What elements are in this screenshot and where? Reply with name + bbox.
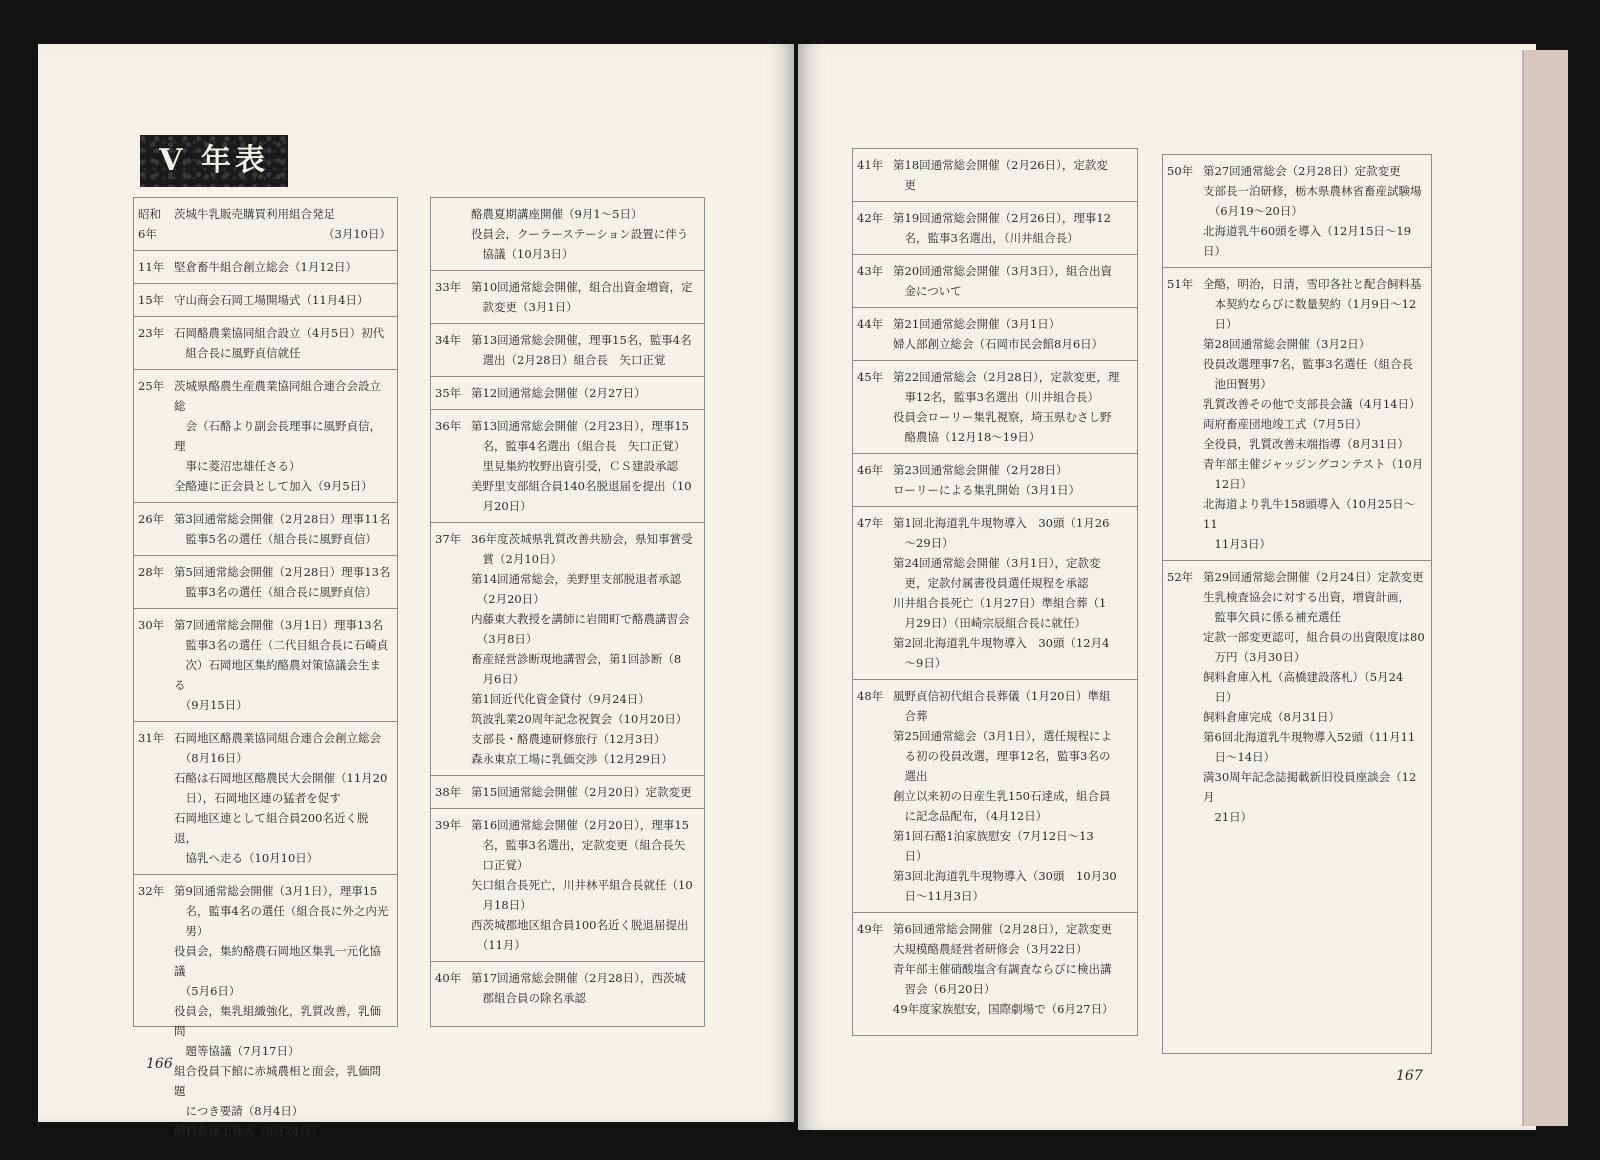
entry-line: 役員会，集乳組織強化，乳質改善，乳価問 <box>174 1004 381 1038</box>
entry-year: 33年 <box>435 280 462 294</box>
timeline-entry <box>134 198 397 251</box>
entry-year: 43年 <box>857 264 884 278</box>
entry-year: 40年 <box>435 971 462 985</box>
entry-line: 名，監事3名選出，定款変更（組合長矢 <box>471 838 686 852</box>
entry-line: 森永東京工場に乳価交渉（12月29日） <box>471 752 673 766</box>
entry-line: 第6回通常総会開催（2月28日），定款変更 <box>893 922 1113 936</box>
timeline-entry <box>853 680 1137 913</box>
entry-line: 郡組合員の除名承認 <box>471 991 586 1005</box>
entry-line: 49年度家族慰安，国際劇場で（6月27日） <box>893 1002 1114 1016</box>
timeline-entry <box>134 875 397 1147</box>
entry-line: 監事5名の選任（組合長に風野貞信） <box>174 532 377 546</box>
entry-year: 49年 <box>857 922 884 936</box>
entry-year: 34年 <box>435 333 462 347</box>
entry-line: 組合長に風野貞信就任 <box>174 346 301 360</box>
entry-line: 日〜11月3日） <box>893 889 984 903</box>
entry-line: （6月19〜20日） <box>1203 204 1303 218</box>
entry-line: 監事3名の選任（組合長に風野貞信） <box>174 585 377 599</box>
entry-line: 11月3日） <box>1203 537 1271 551</box>
entry-line: 協乳へ走る（10月10日） <box>174 851 319 865</box>
entry-line: 第1回北海道乳牛現物導入 30頭（1月26 <box>893 516 1110 530</box>
entry-year: 44年 <box>857 317 884 331</box>
timeline-entry <box>1163 268 1431 561</box>
entry-year: 50年 <box>1167 164 1194 178</box>
entry-line: 第15回通常総会開催（2月20日）定款変更 <box>471 785 692 799</box>
entry-line: 21日） <box>1203 810 1253 824</box>
entry-line: 第22回通常総会（2月28日），定款変更，理 <box>893 370 1120 384</box>
entry-line: 茨城県酪農生産農業協同組合連合会設立総 <box>174 379 381 413</box>
timeline-entry <box>134 722 397 875</box>
entry-line: 全酪，明治，日清，雪印各社と配合飼料基 <box>1203 277 1422 291</box>
entry-line: 第29回通常総会開催（2月24日）定款変更 <box>1203 570 1424 584</box>
entry-line: 第9回通常総会開催（3月1日），理事15 <box>174 884 378 898</box>
entry-line: 口正覚） <box>471 858 529 872</box>
entry-line: につき要請（8月4日） <box>174 1104 304 1118</box>
entry-year <box>435 204 471 264</box>
entry-line: 生乳検査協会に対する出資，増資計画， <box>1203 590 1410 604</box>
entry-line: 第21回通常総会開催（3月1日） <box>893 317 1061 331</box>
entry-line: 青年部主催ジャッジングコンテスト（10月 <box>1203 457 1424 471</box>
entry-line: 月18日） <box>471 898 532 912</box>
entry-line: （5月6日） <box>174 984 241 998</box>
entry-year: 30年 <box>138 618 165 632</box>
entry-line: 堅倉畜牛組合創立総会（1月12日） <box>174 260 357 274</box>
page-number-left: 166 <box>146 1056 173 1072</box>
entry-line: 里見集約牧野出資引受，ＣＳ建設承認 <box>471 459 678 473</box>
entry-year: 35年 <box>435 386 462 400</box>
entry-line: 賞（2月10日） <box>471 552 562 566</box>
entry-line: 両府畜産団地竣工式（7月5日） <box>1203 417 1368 431</box>
timeline-entry <box>853 913 1137 1025</box>
entry-line: 習会（6月20日） <box>893 982 996 996</box>
entry-line: 合葬 <box>893 709 928 723</box>
entry-line: 全役員，乳質改善末端指導（8月31日） <box>1203 437 1409 451</box>
entry-line: 款変更（3月1日） <box>471 300 578 314</box>
entry-line: 月29日）（田崎宗辰組合長に就任） <box>893 616 1086 630</box>
entry-line: 協議（10月3日） <box>471 247 574 261</box>
timeline-entry <box>853 202 1137 255</box>
entry-year: 37年 <box>435 532 462 546</box>
timeline-entry <box>431 410 704 523</box>
entry-line: 監事欠員に係る補充選任 <box>1203 610 1341 624</box>
entry-line: 風野貞信初代組合長葬儀（1月20日）準組 <box>893 689 1111 703</box>
entry-line: 満30周年記念誌掲載新旧役員座談会（12月 <box>1203 770 1417 804</box>
entry-line: 畜産経営診断現地講習会，第1回診断（8 <box>471 652 682 666</box>
entry-line: 万円（3月30日） <box>1203 650 1306 664</box>
entry-line: 更 <box>893 178 916 192</box>
entry-line: 酪農夏期講座開催（9月1〜5日） <box>471 207 643 221</box>
entry-line: 青年部主催硝酸塩含有調査ならびに検出講 <box>893 962 1112 976</box>
entry-line: 月20日） <box>471 499 532 513</box>
entry-line: 第7回通常総会開催（3月1日）理事13名 <box>174 618 384 632</box>
entry-line: 選出 <box>893 769 928 783</box>
timeline-entry <box>134 503 397 556</box>
entry-line: 次）石岡地区集約酪農対策協議会生まる <box>174 658 381 692</box>
entry-line: 西茨城郡地区組合員100名近く脱退届提出 <box>471 918 689 932</box>
entry-line: 美野里支部組合員140名脱退届を提出（10 <box>471 479 692 493</box>
entry-year: 51年 <box>1167 277 1194 291</box>
entry-line: 月6日） <box>471 672 525 686</box>
entry-line: 飼料倉庫入札（高橋建設落札）（5月24 <box>1203 670 1404 684</box>
timeline-entry <box>1163 155 1431 268</box>
entry-line: 第3回北海道乳牛現物導入（30頭 10月30 <box>893 869 1117 883</box>
entry-line: 石岡酪農業協同組合設立（4月5日）初代 <box>174 326 385 340</box>
entry-line: 事に菱沼忠雄任さる） <box>174 459 301 473</box>
entry-line: 役員会，集約酪農石岡地区集乳一元化協議 <box>174 944 381 978</box>
entry-line: 題等協議（7月17日） <box>174 1044 300 1058</box>
right-column-2 <box>1162 154 1432 1054</box>
entry-line: （3月8日） <box>471 632 538 646</box>
entry-line: 守山商会石岡工場開場式（11月4日） <box>174 293 369 307</box>
entry-line: 定款一部変更認可，組合員の出資限度は80 <box>1203 630 1425 644</box>
entry-line: 酪農協（12月18〜19日） <box>893 430 1041 444</box>
entry-year: 31年 <box>138 731 165 745</box>
entry-line: 第28回通常総会開催（3月2日） <box>1203 337 1371 351</box>
entry-year: 28年 <box>138 565 165 579</box>
timeline-entry <box>853 507 1137 680</box>
timeline-entry <box>853 149 1137 202</box>
timeline-entry <box>134 317 397 370</box>
entry-year: 36年 <box>435 419 462 433</box>
entry-line: 〜29日） <box>893 536 954 550</box>
entry-line: 金について <box>893 284 962 298</box>
timeline-entry <box>853 454 1137 507</box>
entry-line: 内藤東大教授を講師に岩間町で酪農講習会 <box>471 612 690 626</box>
entry-line: 創立以来初の日産生乳150石達成，組合員 <box>893 789 1111 803</box>
entry-line: 第20回通常総会開催（3月3日），組合出資 <box>893 264 1113 278</box>
right-column-1 <box>852 148 1138 1036</box>
timeline-entry <box>134 284 397 317</box>
entry-line: 矢口組合長死亡，川井林平組合長就任（10 <box>471 878 693 892</box>
entry-line: 更，定款付属書役員選任規程を承認 <box>893 576 1089 590</box>
entry-line: 36年度茨城県乳質改善共励会，県知事賞受 <box>471 532 693 546</box>
entry-line: 事12名，監事3名選出（川井組合長） <box>893 390 1099 404</box>
entry-year: 46年 <box>857 463 884 477</box>
timeline-entry <box>134 556 397 609</box>
entry-line: 大規模酪農経営者研修会（3月22日） <box>893 942 1088 956</box>
entry-line: 〜9日） <box>893 656 947 670</box>
timeline-entry <box>431 198 704 271</box>
entry-year: 15年 <box>138 293 165 307</box>
entry-line: 石岡地区連として組合員200名近く脱退， <box>174 811 369 845</box>
entry-line: 第10回通常総会開催，組合出資金増資，定 <box>471 280 693 294</box>
entry-line: 第6回北海道乳牛現物導入52頭（11月11 <box>1203 730 1416 744</box>
entry-line: 第2回北海道乳牛現物導入 30頭（12月4 <box>893 636 1110 650</box>
entry-line: 第1回石酪1泊家族慰安（7月12日〜13 <box>893 829 1094 843</box>
entry-year: 26年 <box>138 512 165 526</box>
entry-year: 23年 <box>138 326 165 340</box>
entry-year: 48年 <box>857 689 884 703</box>
entry-line: 役員改選理事7名，監事3名選任（組合長 <box>1203 357 1414 371</box>
entry-line: 飼料倉庫完成（8月31日） <box>1203 710 1340 724</box>
entry-year: 39年 <box>435 818 462 832</box>
entry-year: 昭和 6年 <box>138 207 161 241</box>
entry-year: 45年 <box>857 370 884 384</box>
entry-line: 第12回通常総会開催（2月27日） <box>471 386 646 400</box>
entry-line: 第27回通常総会（2月28日）定款変更 <box>1203 164 1401 178</box>
entry-line: 乳質改善その他で支部長会議（4月14日） <box>1203 397 1421 411</box>
entry-line: 本契約ならびに数量契約（1月9日〜12 <box>1203 297 1417 311</box>
entry-line: 茨城牛乳販売購買利用組合発足 <box>174 207 335 221</box>
entry-year: 25年 <box>138 379 165 393</box>
entry-line: 第19回通常総会開催（2月26日），理事12 <box>893 211 1111 225</box>
timeline-entry <box>134 251 397 284</box>
entry-line: 第3回通常総会開催（2月28日）理事11名 <box>174 512 391 526</box>
entry-date: （3月10日） <box>323 227 391 241</box>
entry-line: 第5回通常総会開催（2月28日）理事13名 <box>174 565 391 579</box>
entry-line: 名，監事3名選出，（川井組合長） <box>893 231 1079 245</box>
entry-line: （2月20日） <box>471 592 545 606</box>
entry-line: 婦人部創立総会（石岡市民会館8月6日） <box>893 337 1104 351</box>
entry-year: 42年 <box>857 211 884 225</box>
entry-year: 47年 <box>857 516 884 530</box>
timeline-entry <box>431 324 704 377</box>
entry-line: 石酪は石岡地区酪農民大会開催（11月20 <box>174 771 388 785</box>
entry-line: 男） <box>174 924 209 938</box>
entry-line: 全酪連に正会員として加入（9月5日） <box>174 479 373 493</box>
entry-line: 川井組合長死亡（1月27日）準組合葬（1 <box>893 596 1107 610</box>
timeline-entry <box>134 370 397 503</box>
timeline-entry <box>431 523 704 776</box>
entry-line: 第25回通常総会（3月1日），選任規程によ <box>893 729 1113 743</box>
entry-line: 第1回近代化資金貸付（9月24日） <box>471 692 650 706</box>
entry-year: 32年 <box>138 884 165 898</box>
entry-line: 第13回通常総会開催，理事15名，監事4名 <box>471 333 692 347</box>
timeline-entry <box>431 271 704 324</box>
entry-line: 飼料倉庫上棟式（8月24日） <box>174 1124 323 1138</box>
entry-line: 第17回通常総会開催（2月28日），西茨城 <box>471 971 686 985</box>
entry-line: 名，監事4名の選任（組合長に外之内光 <box>174 904 389 918</box>
timeline-entry <box>853 255 1137 308</box>
entry-year: 52年 <box>1167 570 1194 584</box>
entry-line: 第23回通常総会開催（2月28日） <box>893 463 1068 477</box>
entry-line: 第16回通常総会開催（2月20日），理事15 <box>471 818 689 832</box>
entry-line: 石岡地区酪農業協同組合連合会創立総会 <box>174 731 381 745</box>
entry-line: （11月） <box>471 938 526 952</box>
left-column-2 <box>430 197 705 1027</box>
timeline-entry <box>431 962 704 1014</box>
entry-line: 北海道乳牛60頭を導入（12月15日〜19日） <box>1203 224 1412 258</box>
entry-line: 日） <box>1203 317 1238 331</box>
entry-line: 第13回通常総会開催（2月23日），理事15 <box>471 419 689 433</box>
timeline-entry <box>431 377 704 410</box>
entry-line: に記念品配布，（4月12日） <box>893 809 1048 823</box>
entry-line: 筑波乳業20周年記念祝賀会（10月20日） <box>471 712 688 726</box>
entry-line: 日） <box>893 849 928 863</box>
entry-line: （8月16日） <box>174 751 248 765</box>
entry-line: 選出（2月28日）組合長 矢口正覚 <box>471 353 666 367</box>
timeline-entry <box>431 776 704 809</box>
timeline-entry <box>431 809 704 962</box>
entry-line: 第18回通常総会開催（2月26日），定款変 <box>893 158 1108 172</box>
entry-line: ローリーによる集乳開始（3月1日） <box>893 483 1081 497</box>
entry-line: 日〜14日） <box>1203 750 1276 764</box>
timeline-entry <box>853 361 1137 454</box>
page-edge <box>1524 50 1568 1126</box>
entry-line: 名，監事4名選出（組合長 矢口正覚） <box>471 439 686 453</box>
entry-line: 組合役員下館に赤城農相と面会，乳価問題 <box>174 1064 381 1098</box>
entry-line: 支部長・酪農連研修旅行（12月3日） <box>471 732 666 746</box>
entry-line: 役員会，クーラーステーション設置に伴う <box>471 227 689 241</box>
entry-line: 監事3名の選任（二代目組合長に石崎貞 <box>174 638 389 652</box>
page-number-right: 167 <box>1396 1068 1423 1084</box>
entry-line: る初の役員改選，理事12名，監事3名の <box>893 749 1111 763</box>
entry-line: 12日） <box>1203 477 1253 491</box>
timeline-entry <box>853 308 1137 361</box>
entry-line: 日），石岡地区連の猛者を促す <box>174 791 341 805</box>
entry-line: （9月15日） <box>174 698 248 712</box>
chapter-title: V 年表 <box>140 135 288 187</box>
entry-year: 38年 <box>435 785 462 799</box>
entry-line: 第14回通常総会，美野里支部脱退者承認 <box>471 572 682 586</box>
entry-line: 第24回通常総会開催（3月1日），定款変 <box>893 556 1101 570</box>
entry-line: 役員会ローリー集乳視察，埼玉県むさし野 <box>893 410 1112 424</box>
entry-line: 会（石酪より副会長理事に風野貞信，理 <box>174 419 381 453</box>
entry-line: 北海道より乳牛158頭導入（10月25日〜11 <box>1203 497 1416 531</box>
entry-line: 日） <box>1203 690 1238 704</box>
entry-line: 池田賢男） <box>1203 377 1272 391</box>
entry-year: 41年 <box>857 158 884 172</box>
entry-line: 支部長一泊研修，栃木県農林省畜産試験場 <box>1203 184 1422 198</box>
timeline-entry <box>1163 561 1431 833</box>
entry-year: 11年 <box>138 260 165 274</box>
timeline-entry <box>134 609 397 722</box>
